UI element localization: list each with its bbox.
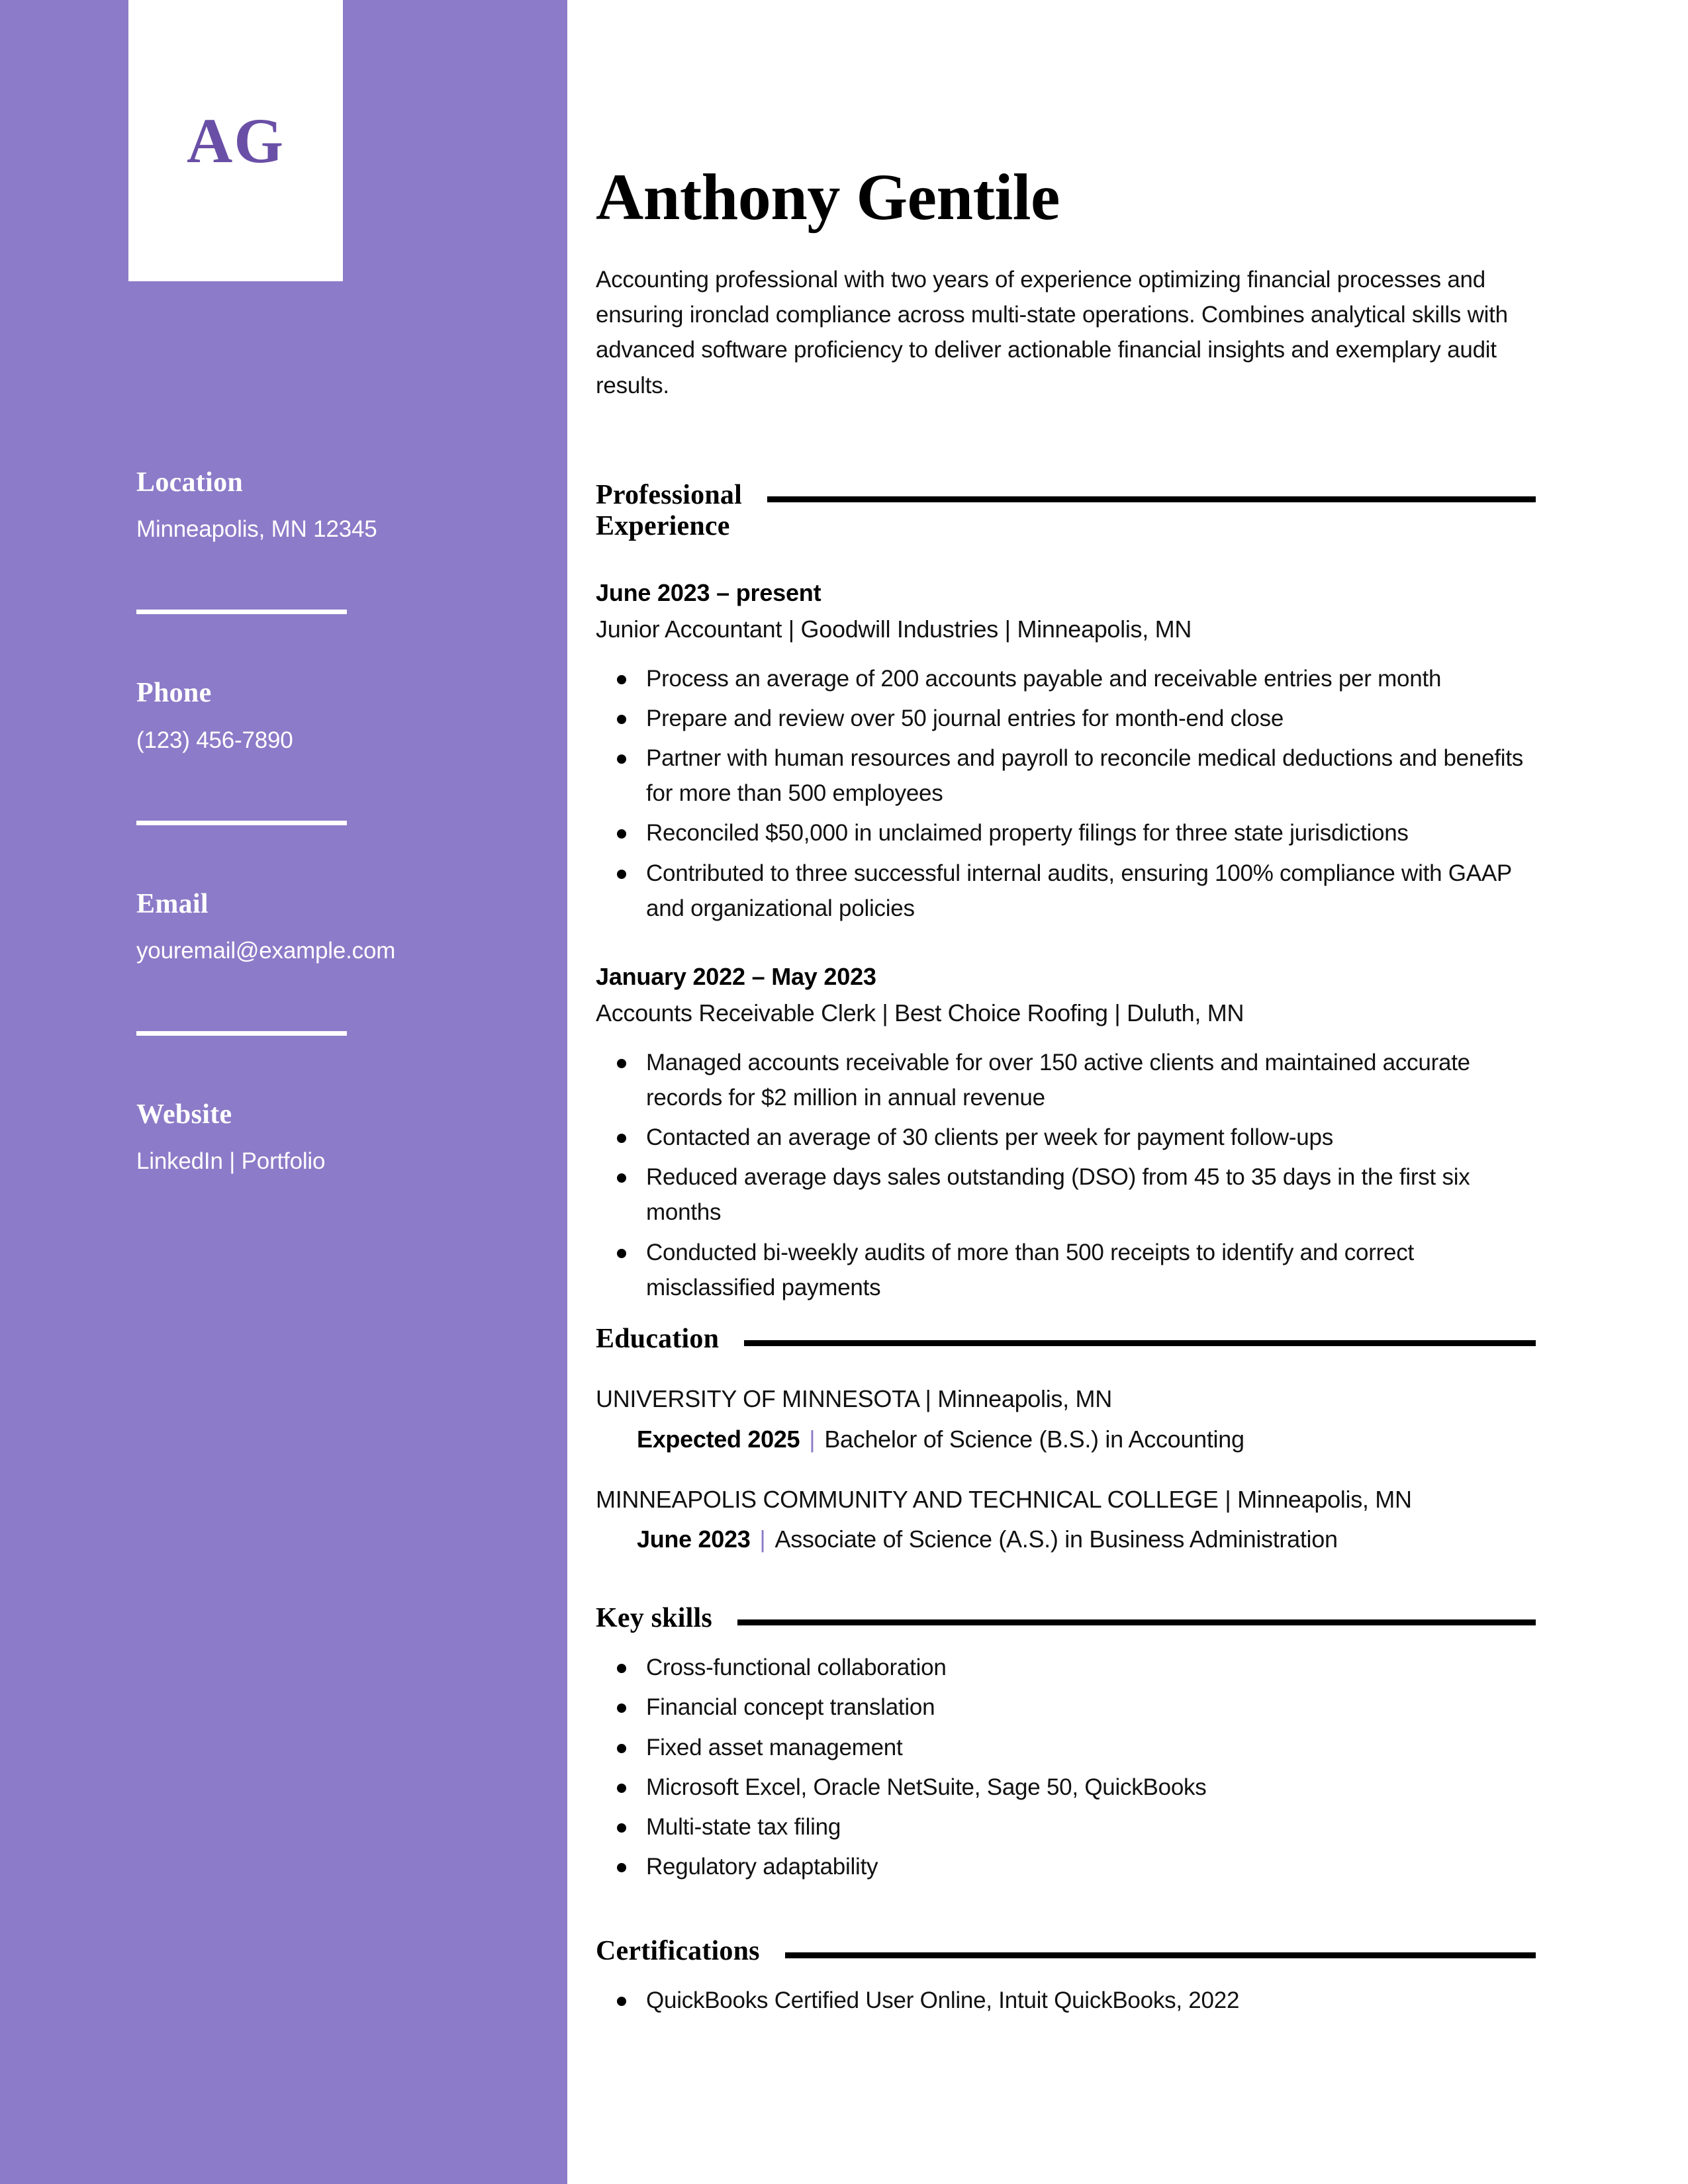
section-header-skills — [596, 1603, 1536, 1634]
list-item: Financial concept translation — [596, 1690, 1536, 1725]
contact-heading-phone: Phone — [136, 678, 212, 709]
list-item: QuickBooks Certified User Online, Intuit QuickBooks, 2022 — [596, 1983, 1536, 2018]
contact-value-email[interactable]: youremail@example.com — [136, 937, 396, 964]
list-item: Regulatory adaptability — [596, 1849, 1536, 1884]
contact-list — [136, 467, 507, 1175]
list-item: Microsoft Excel, Oracle NetSuite, Sage 50, QuickBooks — [596, 1770, 1536, 1805]
contact-divider — [136, 821, 347, 825]
education-degree-line — [596, 1424, 1536, 1455]
monogram-box — [128, 0, 343, 281]
contact-value-website[interactable]: LinkedIn | Portfolio — [136, 1148, 326, 1175]
job-bullet-list — [596, 1045, 1536, 1305]
job-bullet-list — [596, 661, 1536, 926]
list-item: Prepare and review over 50 journal entries for month-end close — [596, 701, 1536, 736]
contact-heading-website: Website — [136, 1099, 232, 1130]
page-title: Anthony Gentile — [596, 160, 1060, 234]
education-date: Expected 2025 — [637, 1425, 800, 1453]
section-header-education — [596, 1324, 1536, 1355]
section-title-education: Education — [596, 1324, 720, 1355]
section-header-experience — [596, 480, 1536, 542]
skills-list — [596, 1650, 1536, 1884]
education-degree-line — [596, 1524, 1536, 1555]
section-rule — [744, 1340, 1536, 1346]
certifications-list — [596, 1983, 1536, 2018]
list-item: Contacted an average of 30 clients per week for payment follow-ups — [596, 1120, 1536, 1155]
list-item: Partner with human resources and payroll to reconcile medical deductions and benefits for more than 500 employees — [596, 741, 1536, 811]
sidebar — [0, 0, 567, 2184]
section-rule — [767, 496, 1536, 502]
job-entry — [596, 962, 1536, 1305]
job-dates: January 2022 – May 2023 — [596, 962, 876, 990]
list-item: Contributed to three successful internal audits, ensuring 100% compliance with GAAP and organizational policies — [596, 856, 1536, 926]
education-degree: Associate of Science (A.S.) in Business Administration — [774, 1525, 1338, 1553]
contact-block-email — [136, 888, 507, 965]
job-title-company-location: Junior Accountant | Goodwill Industries | Minneapolis, MN — [596, 615, 1192, 643]
section-title-certifications: Certifications — [596, 1936, 760, 1967]
contact-value-location: Minneapolis, MN 12345 — [136, 516, 377, 543]
section-title-skills: Key skills — [596, 1603, 712, 1634]
contact-heading-email: Email — [136, 888, 209, 919]
education-date: June 2023 — [637, 1525, 751, 1553]
section-header-certifications — [596, 1936, 1536, 1967]
contact-block-phone — [136, 677, 507, 754]
education-entry — [596, 1384, 1536, 1455]
education-separator: | — [809, 1425, 816, 1453]
contact-heading-location: Location — [136, 467, 244, 498]
section-title-experience: Professional Experience — [596, 479, 742, 541]
contact-divider — [136, 610, 347, 614]
list-item: Reconciled $50,000 in unclaimed property filings for three state jurisdictions — [596, 815, 1536, 850]
education-separator: | — [759, 1525, 766, 1553]
education-entry — [596, 1484, 1536, 1556]
job-dates: June 2023 – present — [596, 578, 821, 606]
list-item: Fixed asset management — [596, 1730, 1536, 1765]
list-item: Managed accounts receivable for over 150 active clients and maintained accurate records for $2 million in annual revenue — [596, 1045, 1536, 1115]
list-item: Conducted bi-weekly audits of more than 500 receipts to identify and correct misclassified payments — [596, 1235, 1536, 1305]
job-title-company-location: Accounts Receivable Clerk | Best Choice Roofing | Duluth, MN — [596, 999, 1244, 1026]
list-item: Multi-state tax filing — [596, 1809, 1536, 1844]
section-rule — [785, 1952, 1536, 1958]
list-item: Process an average of 200 accounts payable and receivable entries per month — [596, 661, 1536, 696]
contact-block-location — [136, 467, 507, 543]
education-school: UNIVERSITY OF MINNESOTA | Minneapolis, MN — [596, 1385, 1112, 1413]
education-school: MINNEAPOLIS COMMUNITY AND TECHNICAL COLLEGE | Minneapolis, MN — [596, 1485, 1412, 1513]
professional-summary: Accounting professional with two years of experience optimizing financial processes and ensuring ironclad compliance across multi-state operations. Combines analytical skills with advanced software proficiency to deliver actionable financial insights and exemplary audit results. — [596, 267, 1508, 398]
education-degree: Bachelor of Science (B.S.) in Accounting — [824, 1425, 1244, 1453]
job-entry — [596, 578, 1536, 926]
contact-divider — [136, 1031, 347, 1036]
monogram-initials: AG — [187, 105, 285, 176]
section-rule — [737, 1619, 1536, 1625]
list-item: Cross-functional collaboration — [596, 1650, 1536, 1685]
contact-value-phone: (123) 456-7890 — [136, 727, 293, 753]
list-item: Reduced average days sales outstanding (DSO) from 45 to 35 days in the first six months — [596, 1160, 1536, 1230]
contact-block-website — [136, 1099, 507, 1175]
main-column — [596, 0, 1536, 2023]
